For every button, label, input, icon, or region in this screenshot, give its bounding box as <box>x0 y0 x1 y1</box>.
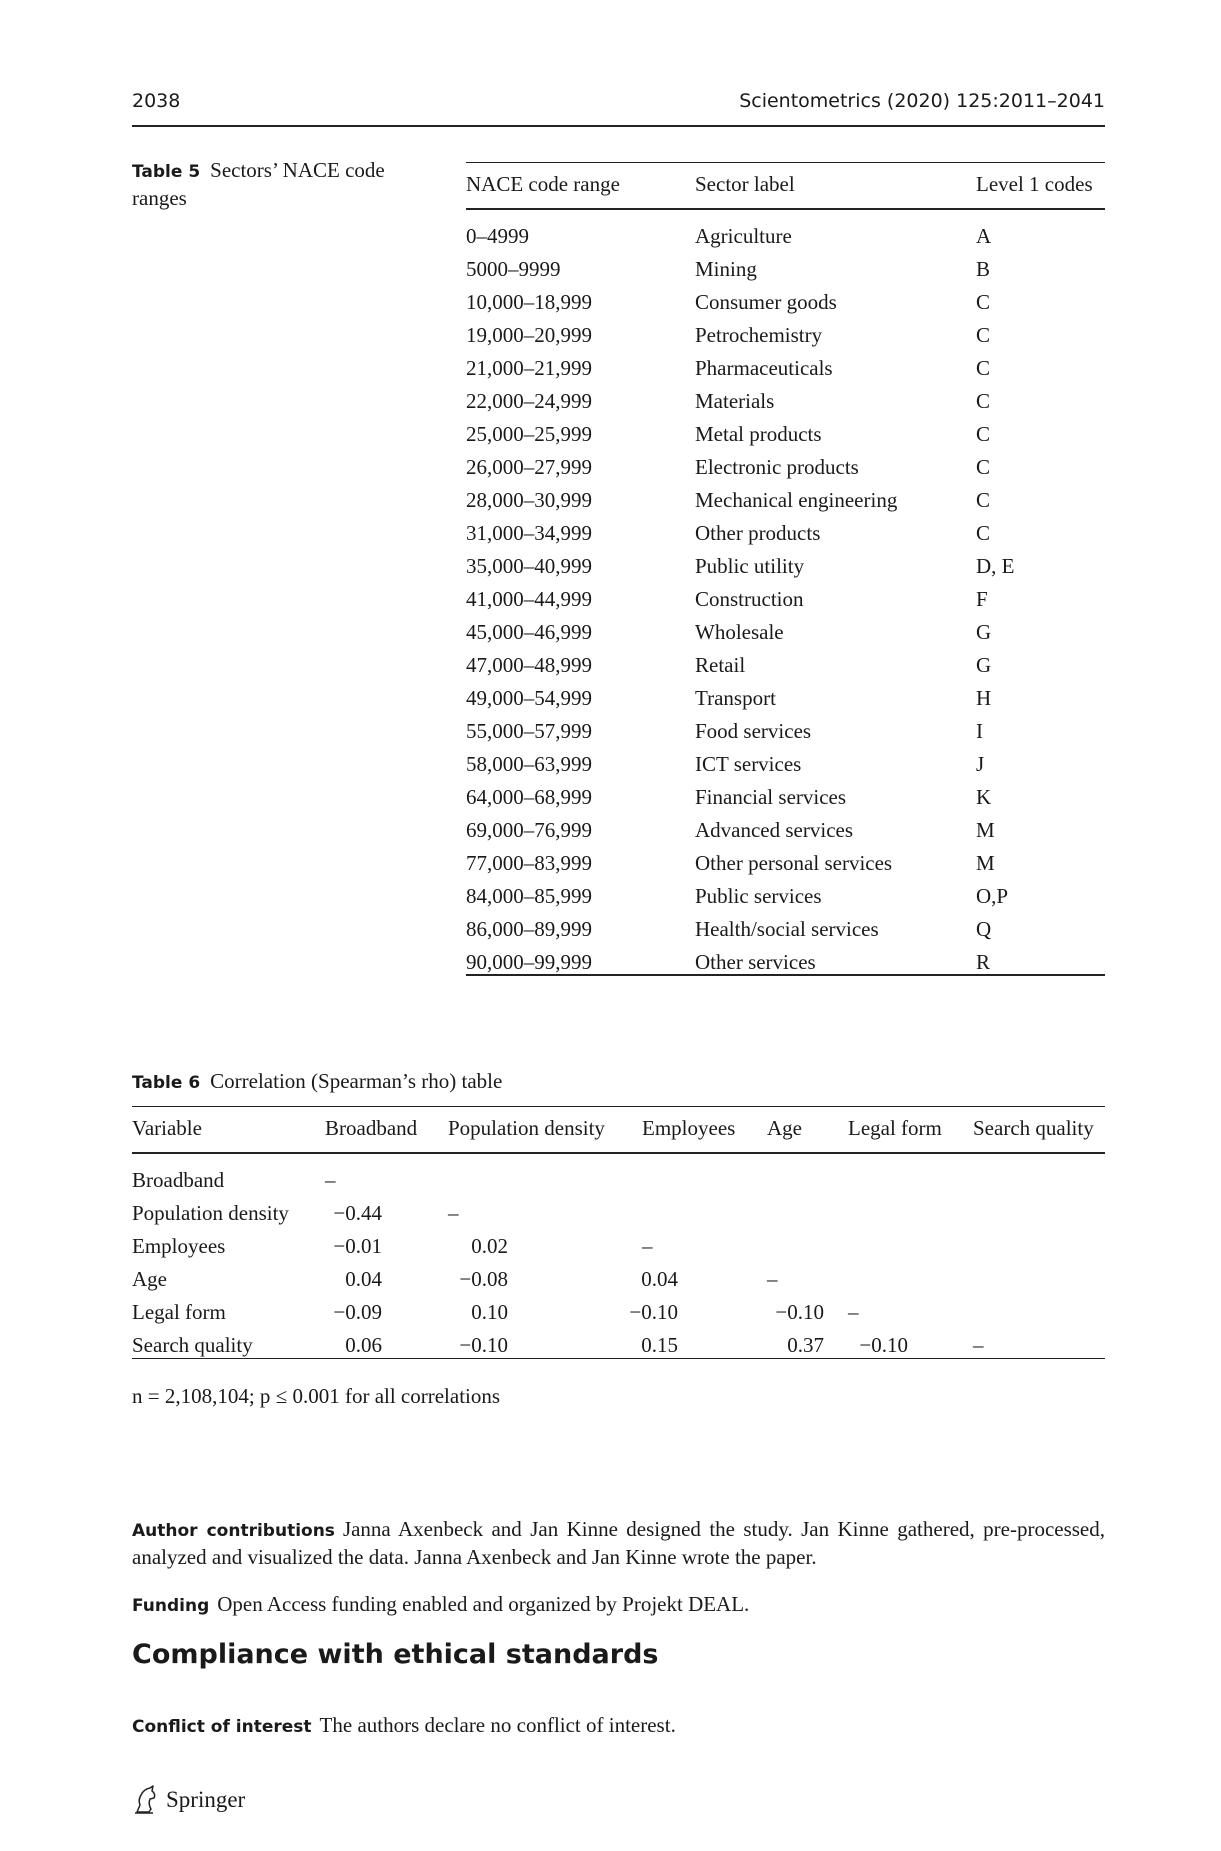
publisher-name: Springer <box>166 1787 246 1812</box>
springer-horse-icon <box>132 1785 158 1815</box>
table5-cell: Other services <box>695 950 816 974</box>
table5-cell: Materials <box>695 389 775 413</box>
table5-cell: O,P <box>976 884 1009 908</box>
table5-cell: R <box>976 950 991 974</box>
table6-header-cell: Variable <box>132 1116 202 1140</box>
conflict-text: The authors declare no conflict of interest. <box>319 1713 676 1737</box>
table5-cell: 49,000–54,999 <box>466 686 592 710</box>
table5-cell: 35,000–40,999 <box>466 554 592 578</box>
table6-cell: −0.10 <box>459 1333 508 1357</box>
table5-cell: M <box>976 851 995 875</box>
table5-header-cell: NACE code range <box>466 172 620 196</box>
table5-cell: Construction <box>695 587 804 611</box>
table6-cell: 0.15 <box>641 1333 678 1357</box>
funding-text: Open Access funding enabled and organized by Projekt DEAL. <box>217 1592 750 1616</box>
table5-cell: Q <box>976 917 992 941</box>
author-contributions-text: Janna Axenbeck and Jan Kinne designed the study. Jan Kinne gathered, pre-processed, analyzed and visualized the data. Janna Axenbeck and Jan Kinne wrote the paper. <box>132 1517 1106 1569</box>
table5-cell: C <box>976 323 991 347</box>
table6-cell: 0.04 <box>641 1267 678 1291</box>
table5-cell: 26,000–27,999 <box>466 455 592 479</box>
table5-cell: Public utility <box>695 554 805 578</box>
table6-header-cell: Age <box>767 1116 802 1140</box>
table6-cell: 0.06 <box>345 1333 382 1357</box>
table5-cell: Petrochemistry <box>695 323 823 347</box>
table6-row-label: Age <box>132 1267 167 1291</box>
table6-header-cell: Legal form <box>848 1116 942 1140</box>
author-contributions-label: Author contributions <box>132 1521 335 1541</box>
table6-header-cell: Broadband <box>325 1116 418 1140</box>
funding-paragraph <box>132 1591 1105 1619</box>
table5-cell: 45,000–46,999 <box>466 620 592 644</box>
table6-cell: 0.04 <box>345 1267 382 1291</box>
table5-cell: C <box>976 422 991 446</box>
table5-cell: 58,000–63,999 <box>466 752 592 776</box>
table5-caption-text: Sectors’ NACE code ranges <box>132 158 385 210</box>
author-contributions-paragraph <box>132 1516 1105 1570</box>
table5-cell: Other personal services <box>695 851 893 875</box>
table6-label: Table 6 <box>132 1073 201 1093</box>
table5-cell: J <box>976 752 985 776</box>
table5-cell: C <box>976 488 991 512</box>
table6-diagonal-cell: – <box>848 1300 859 1324</box>
table5-cell: 41,000–44,999 <box>466 587 592 611</box>
table5-cell: K <box>976 785 992 809</box>
table5-cell: Agriculture <box>695 224 792 248</box>
table5-cell: Consumer goods <box>695 290 837 314</box>
header-divider <box>132 125 1105 127</box>
table5-cell: Wholesale <box>695 620 784 644</box>
table6-diagonal-cell: – <box>642 1234 653 1258</box>
table5-label: Table 5 <box>132 162 201 182</box>
table6-row-label: Broadband <box>132 1168 225 1192</box>
journal-reference: Scientometrics (2020) 125:2011–2041 <box>739 90 1105 112</box>
table5-cell: C <box>976 356 991 380</box>
table5-cell: 22,000–24,999 <box>466 389 592 413</box>
table5-header-cell: Sector label <box>695 172 795 196</box>
table6-diagonal-cell: – <box>448 1201 459 1225</box>
table6-header-rule <box>132 1152 1105 1154</box>
table5-cell: 86,000–89,999 <box>466 917 592 941</box>
table6-row-label: Legal form <box>132 1300 226 1324</box>
table5-cell: Transport <box>695 686 776 710</box>
table5-cell: 55,000–57,999 <box>466 719 592 743</box>
table6-cell: 0.37 <box>787 1333 824 1357</box>
table6-row-label: Search quality <box>132 1333 253 1357</box>
table6-caption-text: Correlation (Spearman’s rho) table <box>210 1069 503 1093</box>
table5-cell: 90,000–99,999 <box>466 950 592 974</box>
table5-cell: G <box>976 620 992 644</box>
table5-header-cell: Level 1 codes <box>976 172 1093 196</box>
table6-row-label: Population density <box>132 1201 289 1225</box>
table5-cell: Pharmaceuticals <box>695 356 833 380</box>
table5-cell: Mining <box>695 257 757 281</box>
table5-cell: H <box>976 686 992 710</box>
table5-cell: B <box>976 257 991 281</box>
conflict-label: Conflict of interest <box>132 1717 312 1737</box>
table5-cell: A <box>976 224 992 248</box>
table5-bottom-rule <box>466 974 1105 976</box>
table5-cell: Advanced services <box>695 818 854 842</box>
table5-cell: 25,000–25,999 <box>466 422 592 446</box>
table5-cell: Retail <box>695 653 746 677</box>
table6-cell: −0.10 <box>859 1333 908 1357</box>
table5-cell: 31,000–34,999 <box>466 521 592 545</box>
table5-cell: 47,000–48,999 <box>466 653 592 677</box>
table6-cell: −0.08 <box>459 1267 508 1291</box>
table5-cell: C <box>976 290 991 314</box>
table5-cell: C <box>976 521 991 545</box>
table5-header-rule <box>466 208 1105 210</box>
table5-cell: Food services <box>695 719 812 743</box>
funding-label: Funding <box>132 1596 210 1616</box>
table5-cell: 5000–9999 <box>466 257 561 281</box>
table5-cell: 21,000–21,999 <box>466 356 592 380</box>
table5-cell: 64,000–68,999 <box>466 785 592 809</box>
table6-header-cell: Search quality <box>973 1116 1094 1140</box>
table6-cell: −0.10 <box>775 1300 824 1324</box>
table6-diagonal-cell: – <box>325 1168 336 1192</box>
table5-cell: Mechanical engineering <box>695 488 898 512</box>
table6-cell: −0.10 <box>629 1300 678 1324</box>
table5-top-rule <box>466 162 1105 163</box>
table6-cell: −0.09 <box>333 1300 382 1324</box>
table5-caption <box>132 157 422 211</box>
table6-cell: 0.10 <box>471 1300 508 1324</box>
table5-cell: Metal products <box>695 422 822 446</box>
table6-cell: 0.02 <box>471 1234 508 1258</box>
table5-cell: Other products <box>695 521 821 545</box>
table5-cell: F <box>976 587 988 611</box>
table5-cell: Health/social services <box>695 917 879 941</box>
table6-bottom-rule <box>132 1358 1105 1359</box>
table6-note: n = 2,108,104; p ≤ 0.001 for all correlations <box>132 1384 501 1408</box>
table5-cell: M <box>976 818 995 842</box>
table6-caption <box>132 1069 502 1094</box>
running-header <box>132 90 1105 130</box>
table5-cell: Electronic products <box>695 455 859 479</box>
table5-cell: 10,000–18,999 <box>466 290 592 314</box>
table6-top-rule <box>132 1106 1105 1107</box>
table6-diagonal-cell: – <box>767 1267 778 1291</box>
table6-cell: −0.01 <box>333 1234 382 1258</box>
table5-cell: I <box>976 719 983 743</box>
table5-cell: ICT services <box>695 752 802 776</box>
table6-diagonal-cell: – <box>973 1333 984 1357</box>
conflict-paragraph <box>132 1712 1105 1740</box>
table6-header-cell: Employees <box>642 1116 736 1140</box>
section-heading: Compliance with ethical standards <box>132 1639 659 1670</box>
table5-cell: 84,000–85,999 <box>466 884 592 908</box>
table6-cell: −0.44 <box>333 1201 382 1225</box>
table5-cell: 28,000–30,999 <box>466 488 592 512</box>
table5-cell: 19,000–20,999 <box>466 323 592 347</box>
table5-cell: C <box>976 389 991 413</box>
table5-cell: 0–4999 <box>466 224 529 248</box>
table5-cell: 77,000–83,999 <box>466 851 592 875</box>
table5-cell: 69,000–76,999 <box>466 818 592 842</box>
table5-cell: Public services <box>695 884 822 908</box>
table6-row-label: Employees <box>132 1234 226 1258</box>
page-number: 2038 <box>132 90 181 112</box>
table5-cell: D, E <box>976 554 1015 578</box>
table5-cell: G <box>976 653 992 677</box>
table5-cell: Financial services <box>695 785 847 809</box>
table6-header-cell: Population density <box>448 1116 605 1140</box>
table5-cell: C <box>976 455 991 479</box>
